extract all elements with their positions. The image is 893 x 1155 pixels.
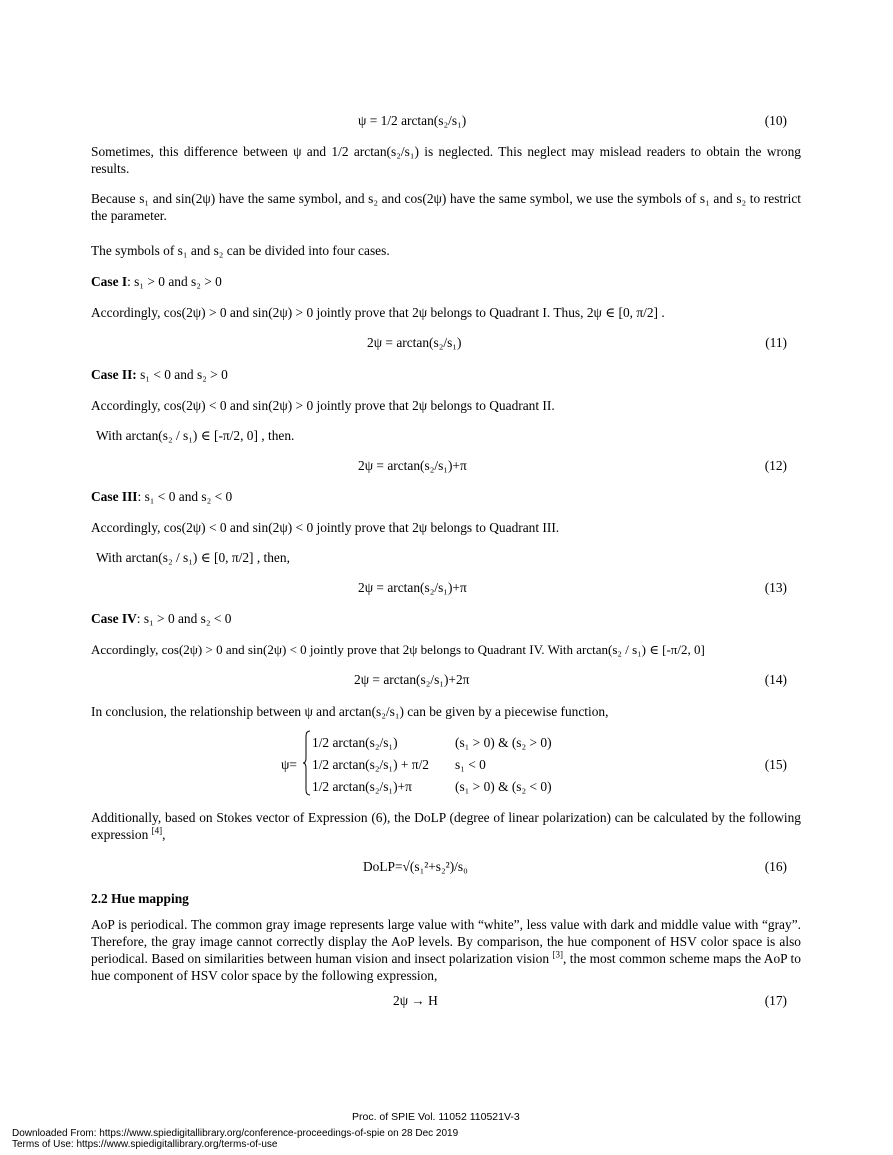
equation-12-math: 2ψ = arctan(s₂/s₁)+π bbox=[358, 458, 467, 473]
equation-16 bbox=[91, 858, 801, 878]
paragraph-neglect: Sometimes, this difference between ψ and 1/2 arctan(s₂/s₁) is neglected. This neglect may mislead readers to obtain the wrong results. bbox=[91, 144, 801, 176]
equation-13-number: (13) bbox=[764, 580, 787, 595]
equation-16-number: (16) bbox=[764, 859, 787, 874]
case-2-label: Case II: bbox=[91, 367, 137, 382]
section-heading-text: 2.2 Hue mapping bbox=[91, 891, 189, 906]
citation-3: [3] bbox=[552, 949, 563, 960]
equation-17-number: (17) bbox=[764, 993, 787, 1008]
equation-14 bbox=[91, 671, 801, 691]
footer-proceedings: Proc. of SPIE Vol. 11052 110521V-3 bbox=[352, 1111, 520, 1123]
case-1-text: Accordingly, cos(2ψ) > 0 and sin(2ψ) > 0 jointly prove that 2ψ belongs to Quadrant I. Thus, 2ψ ∈ [0, π/2] . bbox=[91, 305, 665, 320]
paragraph-symbols: The symbols of s₁ and s₂ can be divided into four cases. bbox=[91, 243, 390, 258]
equation-10-number: (10) bbox=[764, 113, 787, 128]
equation-14-math: 2ψ = arctan(s₂/s₁)+2π bbox=[354, 672, 470, 687]
paragraph-aop-text-b: , the most common scheme maps the AoP to hue component of HSV color space by the following expression, bbox=[91, 951, 801, 983]
piecewise-row-3-cond: (s₁ > 0) & (s₂ < 0) bbox=[455, 779, 552, 794]
case-3-text: Accordingly, cos(2ψ) < 0 and sin(2ψ) < 0 jointly prove that 2ψ belongs to Quadrant III. bbox=[91, 520, 560, 535]
equation-11 bbox=[91, 334, 801, 354]
paragraph-because: Because s₁ and sin(2ψ) have the same symbol, and s₂ and cos(2ψ) have the same symbol, we use the symbols of s₁ and s₂ to restrict the parameter. bbox=[91, 191, 801, 223]
case-2-with: With arctan(s₂ / s₁) ∈ [-π/2, 0] , then. bbox=[96, 428, 295, 443]
footer-terms-link[interactable]: Terms of Use: https://www.spiedigitallibrary.org/terms-of-use bbox=[12, 1139, 278, 1150]
equation-15-piecewise bbox=[281, 728, 801, 800]
equation-11-math: 2ψ = arctan(s₂/s₁) bbox=[367, 335, 462, 350]
piecewise-row-1-cond: (s₁ > 0) & (s₂ > 0) bbox=[455, 735, 552, 750]
case-2-text: Accordingly, cos(2ψ) < 0 and sin(2ψ) > 0 jointly prove that 2ψ belongs to Quadrant II. bbox=[91, 398, 555, 413]
section-heading-hue-mapping bbox=[91, 890, 801, 907]
case-1-heading bbox=[91, 273, 801, 290]
equation-10-math: ψ = 1/2 arctan(s₂/s₁) bbox=[358, 113, 467, 128]
case-4-condition: : s₁ > 0 and s₂ < 0 bbox=[136, 611, 232, 626]
paragraph-additionally-end: , bbox=[162, 827, 166, 842]
paragraph-additionally-text: Additionally, based on Stokes vector of Expression (6), the DoLP (degree of linear polarization) can be calculated by the following expression bbox=[91, 810, 801, 842]
case-4-heading bbox=[91, 610, 801, 627]
case-2-heading bbox=[91, 366, 801, 383]
equation-13 bbox=[91, 579, 801, 599]
piecewise-row-1-expr: 1/2 arctan(s₂/s₁) bbox=[312, 735, 398, 750]
citation-4: [4] bbox=[151, 825, 163, 836]
piecewise-row-3-expr: 1/2 arctan(s₂/s₁)+π bbox=[312, 779, 412, 794]
paragraph-aop bbox=[91, 916, 801, 984]
piecewise-row-2-expr: 1/2 arctan(s₂/s₁) + π/2 bbox=[312, 757, 429, 772]
case-3-heading bbox=[91, 488, 801, 505]
case-4-label: Case IV bbox=[91, 611, 137, 626]
case-2-condition: s₁ < 0 and s₂ > 0 bbox=[136, 367, 228, 382]
case-3-condition: : s₁ < 0 and s₂ < 0 bbox=[137, 489, 233, 504]
paragraph-aop-text-a: AoP is periodical. The common gray image represents large value with “white”, less value with dark and middle value with “gray”. Therefore, the gray image cannot correctly display the AoP levels. By comparison, the hue component of HSV color space is also periodical. Based on similarities between human vision and insect polarization vision bbox=[91, 917, 801, 966]
case-3-label: Case III bbox=[91, 489, 138, 504]
equation-15-number: (15) bbox=[764, 757, 787, 772]
case-1-label: Case I bbox=[91, 274, 128, 289]
equation-14-number: (14) bbox=[764, 672, 787, 687]
footer-download-note: Downloaded From: https://www.spiedigitallibrary.org/conference-proceedings-of-spie on 28 Dec 2019 bbox=[12, 1128, 459, 1139]
equation-13-math: 2ψ = arctan(s₂/s₁)+π bbox=[358, 580, 467, 595]
equation-16-math: DoLP=√(s₁²+s₂²)/s₀ bbox=[363, 859, 468, 874]
paragraph-additionally bbox=[91, 809, 801, 843]
paragraph-conclusion: In conclusion, the relationship between ψ and arctan(s₂/s₁) can be given by a piecewise function, bbox=[91, 704, 609, 719]
case-1-condition: : s₁ > 0 and s₂ > 0 bbox=[127, 274, 222, 289]
case-3-with: With arctan(s₂ / s₁) ∈ [0, π/2] , then, bbox=[96, 550, 290, 565]
piecewise-lhs: ψ= bbox=[281, 757, 297, 772]
equation-17-math: 2ψ → H bbox=[393, 993, 438, 1008]
piecewise-row-2-cond: s₁ < 0 bbox=[455, 757, 486, 772]
case-4-text: Accordingly, cos(2ψ) > 0 and sin(2ψ) < 0 jointly prove that 2ψ belongs to Quadrant IV. With arctan(s₂ / s₁) ∈ [-π/2, 0] bbox=[91, 642, 705, 657]
equation-10 bbox=[91, 112, 801, 132]
equation-11-number: (11) bbox=[765, 335, 787, 350]
equation-12-number: (12) bbox=[764, 458, 787, 473]
equation-12 bbox=[91, 457, 801, 477]
equation-17 bbox=[91, 992, 801, 1012]
left-brace-icon bbox=[303, 730, 311, 796]
